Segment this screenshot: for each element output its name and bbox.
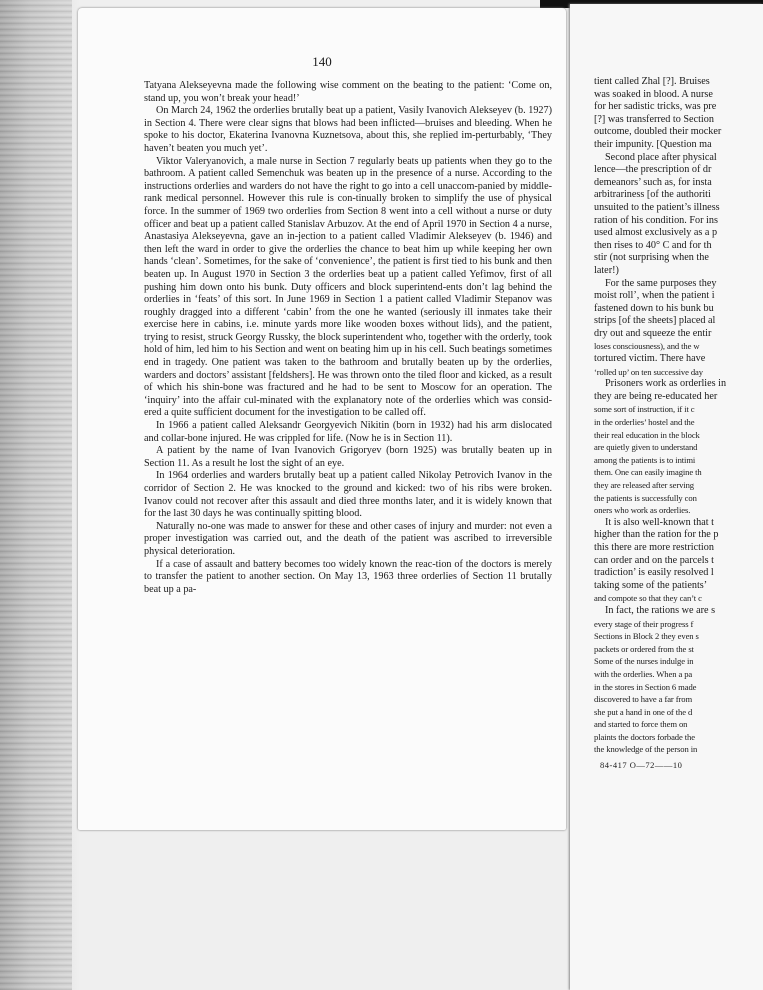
text-line: every stage of their progress f — [594, 618, 694, 629]
text-line: tortured victim. There have — [594, 353, 706, 365]
text-line: dry out and squeeze the entir — [594, 327, 712, 339]
text-line: [?] was transferred to Section — [594, 113, 714, 125]
text-line: the knowledge of the person in — [594, 744, 698, 755]
text-line: oners who work as orderlies. — [594, 505, 691, 516]
text-line: For the same purposes they — [605, 277, 717, 289]
text-line: strips [of the sheets] placed al — [594, 315, 716, 327]
text-line: later!) — [594, 264, 619, 276]
book-spine-edge — [0, 0, 72, 990]
paragraph: In 1964 orderlies and warders brutally beat up a patient called Nikolay Petrovich Ivanov in the corridor of Section 2. He was knocked to the ground and kicked: two of his ribs were broken. Ivanov could not recover after this assault and died three months later, and it is widely known that for the last 30 days he was continually spitting blood. — [144, 470, 552, 520]
text-line: ration of his condition. For ins — [594, 214, 718, 226]
page-number: 140 — [312, 54, 332, 69]
text-line: outcome, doubled their mocker — [594, 126, 722, 138]
text-line: can order and on the parcels t — [594, 554, 714, 566]
left-page-text — [144, 80, 552, 596]
text-line: plaints the doctors forbade the — [594, 731, 695, 742]
text-line: tient called Zhal [?]. Bruises — [594, 76, 710, 87]
text-line: in the orderlies’ hostel and the — [594, 417, 695, 428]
text-line: with the orderlies. When a pa — [594, 668, 693, 679]
text-line: they are being re-educated her — [594, 390, 718, 402]
text-line: the patients is successfully con — [594, 492, 697, 503]
paragraph: Naturally no-one was made to answer for these and other cases of injury and murder: not even a proper investigation was carried out, and the death of the patient was ascribed to irreversible physical deterioration. — [144, 520, 552, 557]
text-line: stir (not surprising when the — [594, 252, 709, 264]
text-line: Prisoners work as orderlies in — [605, 378, 727, 390]
text-line: among the patients is to intimi — [594, 454, 696, 465]
text-line: they are released after serving — [594, 480, 694, 490]
text-line: fastened down to his bunk bu — [594, 302, 714, 314]
text-line: for her sadistic tricks, was pre — [594, 101, 717, 113]
text-line: arbitrariness [of the authoriti — [594, 189, 711, 201]
text-line: are quietly given to understand — [594, 442, 698, 453]
text-line: Second place after physical — [605, 151, 717, 163]
text-line: discovered to have a far from — [594, 694, 693, 705]
text-line: It is also well-known that t — [605, 516, 714, 528]
text-line: she put a hand in one of the d — [594, 706, 693, 717]
text-line: and started to force them on — [594, 719, 688, 730]
text-line: lence—the prescription of dr — [594, 164, 712, 176]
paragraph: Viktor Valeryanovich, a male nurse in Section 7 regularly beats up patients when they go to the bathroom. A patient called Semenchuk was beaten up in the presence of a nurse. According to the instructions orderlies and warders do not have the right to go into a cell unaccom-panied by middle-rank medical personnel. However this rule is con-tinually broken to simplify the use of physical force. In the summer of 1969 two orderlies from Section 8 went into a cell without a nurse or duty officer and beat up a patient called Stanislav Arbuzov. At the end of April 1970 in Section 4 a nurse, Anastasiya Alekseyevna, gave an in-jection to a patient called Vladimir Alekseyev (b. 1946) and then left the ward in order to give the orderlies the chance to beat him up while keeping her own hands ‘clean’. Sometimes, for the sake of ‘convenience’, the patient is first tied to his bunk and then beaten up. In August 1970 in Section 3 the orderlies beat up a patient called Yefimov, first of all pushing him down onto his bunk. Duty officers and block superintend-ents don’t lag behind the orderlies in ‘feats’ of this sort. In June 1969 in Section 1 a patient called Vladimir Stepanov was roughly dragged into a different ‘cabin’ from the one he wanted (seriously ill inmates take their exercise here in cabins, i.e. minute yards more like wooden boxes without lids), and the patient, trying to resist, struck Georgy Russky, the block superintendent who, together with the orderly, took hold of him, led him to his Section and went on beating him up in his cell. Such beatings sometimes end in tragedy. One patient was taken to the bathroom and brutally beaten up by the orderlies, warders and doctors’ assistant [feldshers]. He was thrown onto the tiled floor and kicked, as a result of which his shin-bone was fractured and he had to be sent to Moscow for an operation. The ‘inquiry’ into the affair cul-minated with the explanatory note of the orderlies which was consid-ered a quite sufficient document for the investigation to be called off. — [144, 155, 552, 419]
text-line: in the stores in Section 6 made — [594, 681, 697, 692]
text-line: taking some of the patients’ — [594, 579, 708, 591]
text-line: and compote so that they can’t c — [594, 593, 702, 604]
text-line: In fact, the rations we are s — [605, 604, 716, 616]
text-line: their impunity. [Question ma — [594, 138, 712, 150]
text-line: tradiction’ is easily resolved l — [594, 567, 714, 579]
text-line: demeanors’ such as, for insta — [594, 176, 712, 188]
text-line: packets or ordered from the st — [594, 643, 694, 654]
text-line: Sections in Block 2 they even s — [594, 631, 699, 642]
text-line: some sort of instruction, if it c — [594, 404, 695, 415]
text-line: Some of the nurses indulge in — [594, 656, 694, 667]
left-page — [78, 8, 566, 830]
paragraph: Tatyana Alekseyevna made the following wise comment on the beating to the patient: ‘Come on, stand up, you won’t break your head!’ — [144, 80, 552, 104]
paragraph: A patient by the name of Ivan Ivanovich Grigoryev (born 1925) was brutally beaten up in Section 11. As a result he lost the sight of an eye. — [144, 445, 552, 469]
text-line: was soaked in blood. A nurse — [594, 88, 713, 100]
text-line: moist roll’, when the patient i — [594, 290, 715, 302]
text-line: their real education in the block — [594, 429, 700, 440]
text-line: ‘rolled up’ on ten successive day — [594, 366, 703, 377]
text-line: then rises to 40° C and for th — [594, 239, 712, 251]
paragraph: In 1966 a patient called Aleksandr Georgyevich Nikitin (born in 1932) had his arm dislocated and collar-bone injured. He was crippled for life. (Now he is in Section 11). — [144, 420, 552, 444]
text-line: unsuited to the patient’s illness — [594, 201, 720, 213]
page-footer-code: 84-417 O—72——10 — [600, 760, 683, 770]
text-line: higher than the ration for the p — [594, 529, 719, 541]
text-line: this there are more restriction — [594, 541, 714, 553]
text-line: used almost exclusively as a p — [594, 227, 718, 239]
paragraph: On March 24, 1962 the orderlies brutally beat up a patient, Vasily Ivanovich Alekseyev (b. 1927) in Section 4. There were clear signs that blows had been inflicted—bruises and bleeding. When he spoke to his doctor, Ekaterina Ivanovna Kuznetsova, about this, she replied im-perturbably, ‘They haven’t beaten you much yet’. — [144, 105, 552, 154]
text-line: them. One can easily imagine th — [594, 467, 702, 478]
right-page-text — [594, 76, 763, 756]
right-page — [570, 4, 763, 990]
paragraph: If a case of assault and battery becomes too widely known the reac-tion of the doctors is merely to transfer the patient to another section. On May 13, 1963 three orderlies of Section 11 brutally beat up a pa- — [144, 558, 552, 595]
text-line: loses consciousness), and the w — [594, 341, 700, 352]
